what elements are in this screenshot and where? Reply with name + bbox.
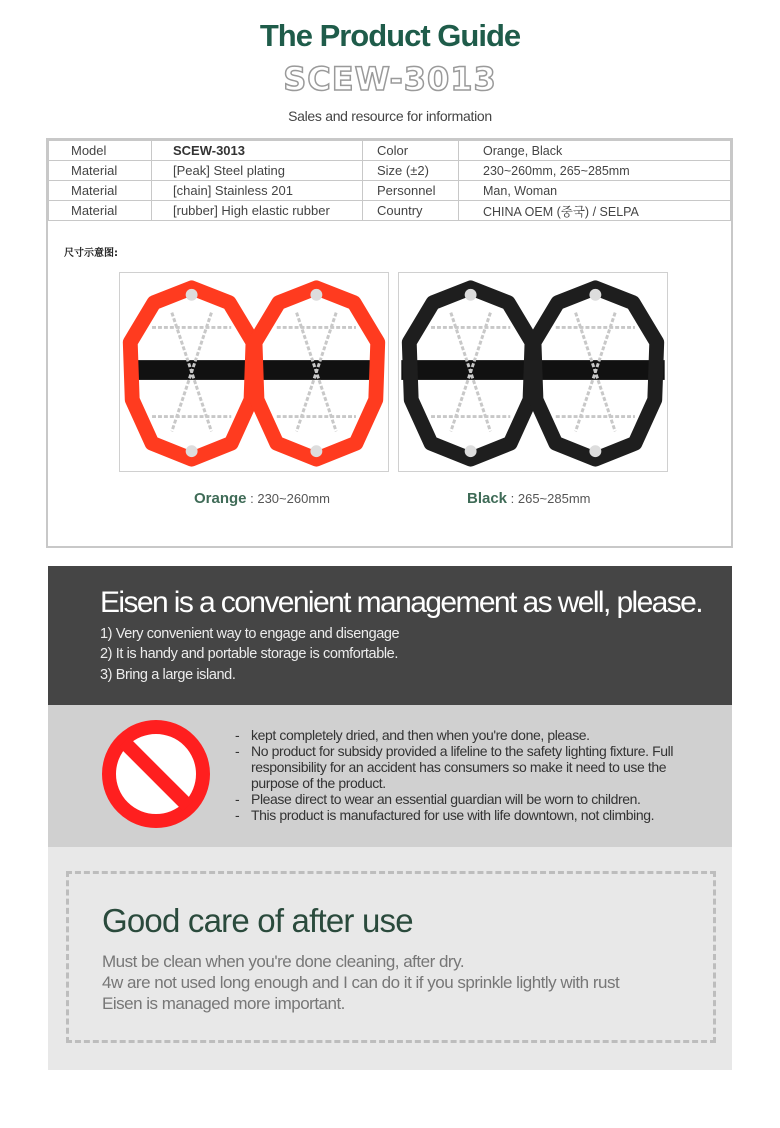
care-title: Good care of after use: [102, 902, 413, 939]
warning-list: [235, 727, 715, 823]
color-name: Orange: [194, 490, 247, 507]
page-title: The Product Guide: [259, 18, 521, 53]
management-item: 2) It is handy and portable storage is comfortable.: [100, 646, 398, 662]
crampon-orange-image: [120, 273, 388, 471]
management-heading: Eisen is a convenient management as well, please.: [100, 586, 702, 619]
warning-section: [48, 705, 732, 847]
spec-key: Model: [49, 141, 152, 161]
table-row: [49, 141, 731, 161]
list-item: - This product is manufactured for use with life downtown, not climbing.: [235, 807, 715, 823]
spec-value: SCEW-3013: [152, 141, 363, 161]
management-section: [48, 566, 732, 705]
spec-value: CHINA OEM (중국) / SELPA: [459, 201, 731, 221]
care-section: [48, 847, 732, 1070]
product-photo-orange: [119, 272, 389, 472]
caption-orange: [194, 490, 330, 507]
table-row: [49, 161, 731, 181]
crampon-black-image: [399, 273, 667, 471]
management-item: 3) Bring a large island.: [100, 667, 236, 683]
spec-section: [46, 138, 733, 548]
list-item: - Please direct to wear an essential guardian will be worn to children.: [235, 791, 715, 807]
size-range: : 230~260mm: [246, 491, 330, 506]
spec-key: Size (±2): [363, 161, 459, 181]
table-row: [49, 181, 731, 201]
spec-value: [Peak] Steel plating: [152, 161, 363, 181]
product-photo-black: [398, 272, 668, 472]
list-item: - No product for subsidy provided a lifeline to the safety lighting fixture. Full responsibility for an accident has consumers so make it need to use the purpose of the product.: [235, 743, 715, 791]
list-item: - kept completely dried, and then when you're done, please.: [235, 727, 715, 743]
color-name: Black: [467, 490, 508, 507]
model-heading: SCEW-3013: [283, 60, 497, 98]
spec-value: [rubber] High elastic rubber: [152, 201, 363, 221]
spec-key: Material: [49, 161, 152, 181]
caption-black: [467, 490, 591, 507]
size-range: : 265~285mm: [507, 491, 591, 506]
dimensions-label: 尺寸示意图:: [64, 248, 118, 259]
spec-value: 230~260mm, 265~285mm: [459, 161, 731, 181]
care-line: Must be clean when you're done cleaning, after dry.: [102, 952, 465, 971]
care-line: 4w are not used long enough and I can do it if you sprinkle lightly with rust: [102, 973, 620, 992]
spec-key: Material: [49, 201, 152, 221]
spec-key: Material: [49, 181, 152, 201]
care-frame: [66, 871, 716, 1043]
spec-value: [chain] Stainless 201: [152, 181, 363, 201]
table-row: [49, 201, 731, 221]
page-subtitle: Sales and resource for information: [288, 108, 492, 124]
management-item: 1) Very convenient way to engage and disengage: [100, 626, 400, 642]
no-sign-icon: [100, 718, 212, 830]
spec-table: [48, 140, 731, 221]
spec-key: Personnel: [363, 181, 459, 201]
spec-key: Country: [363, 201, 459, 221]
spec-key: Color: [363, 141, 459, 161]
spec-value: Orange, Black: [459, 141, 731, 161]
spec-value: Man, Woman: [459, 181, 731, 201]
care-line: Eisen is managed more important.: [102, 994, 345, 1013]
